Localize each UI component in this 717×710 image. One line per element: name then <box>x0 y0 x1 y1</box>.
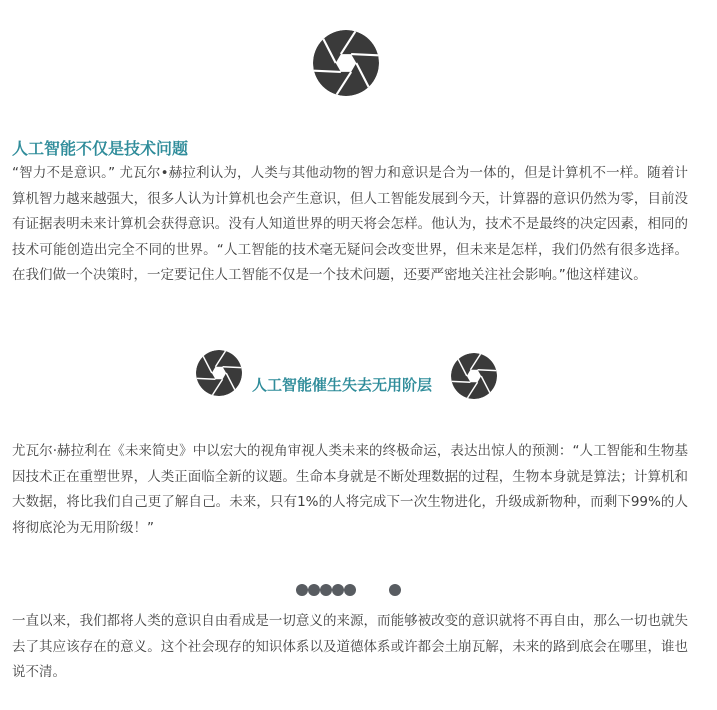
divider-dot <box>308 584 320 596</box>
camera-shutter-icon-left <box>196 350 242 396</box>
paragraph-meaning: 一直以来，我们都将人类的意识自由看成是一切意义的来源，而能够被改变的意识就将不再自由，那么一切也就失去了其应该存在的意义。这个社会现存的知识体系以及道德体系或许都会土崩瓦解，未来的路到底会在哪里，谁也说不清。 <box>12 613 688 680</box>
camera-shutter-icon <box>313 30 379 96</box>
divider-dot <box>320 584 332 596</box>
section-heading-useless-class: 人工智能催生失去无用阶层 <box>252 376 433 394</box>
divider-dot <box>389 584 401 596</box>
camera-shutter-icon-right <box>451 353 497 399</box>
paragraph-useless-class: 尤瓦尔·赫拉利在《未来简史》中以宏大的视角审视人类未来的终极命运，表达出惊人的预测：“人工智能和生物基因技术正在重塑世界，人类正面临全新的议题。生命本身就是不断处理数据的过程，生物本身就是算法；计算机和大数据，将比我们自己更了解自己。未来，只有1%的人将完成下一次生物进化，升级成新物种，而剩下99%的人将彻底沦为无用阶级！” <box>12 443 688 536</box>
section-heading-tech: 人工智能不仅是技术问题 <box>12 139 189 158</box>
divider-dot <box>296 584 308 596</box>
paragraph-tech: “智力不是意识。” 尤瓦尔•赫拉利认为，人类与其他动物的智力和意识是合为一体的，但是计算机不一样。随着计算机智力越来越强大，很多人认为计算机也会产生意识，但人工智能发展到今天，计算器的意识仍然为零，目前没有证据表明未来计算机会获得意识。没有人知道世界的明天将会怎样。他认为，技术不是最终的决定因素，相同的技术可能创造出完全不同的世界。“人工智能的技术毫无疑问会改变世界，但未来是怎样，我们仍然有很多选择。在我们做一个决策时，一定要记住人工智能不仅是一个技术问题，还要严密地关注社会影响。”他这样建议。 <box>12 165 688 283</box>
divider-dot <box>344 584 356 596</box>
divider-dot <box>332 584 344 596</box>
